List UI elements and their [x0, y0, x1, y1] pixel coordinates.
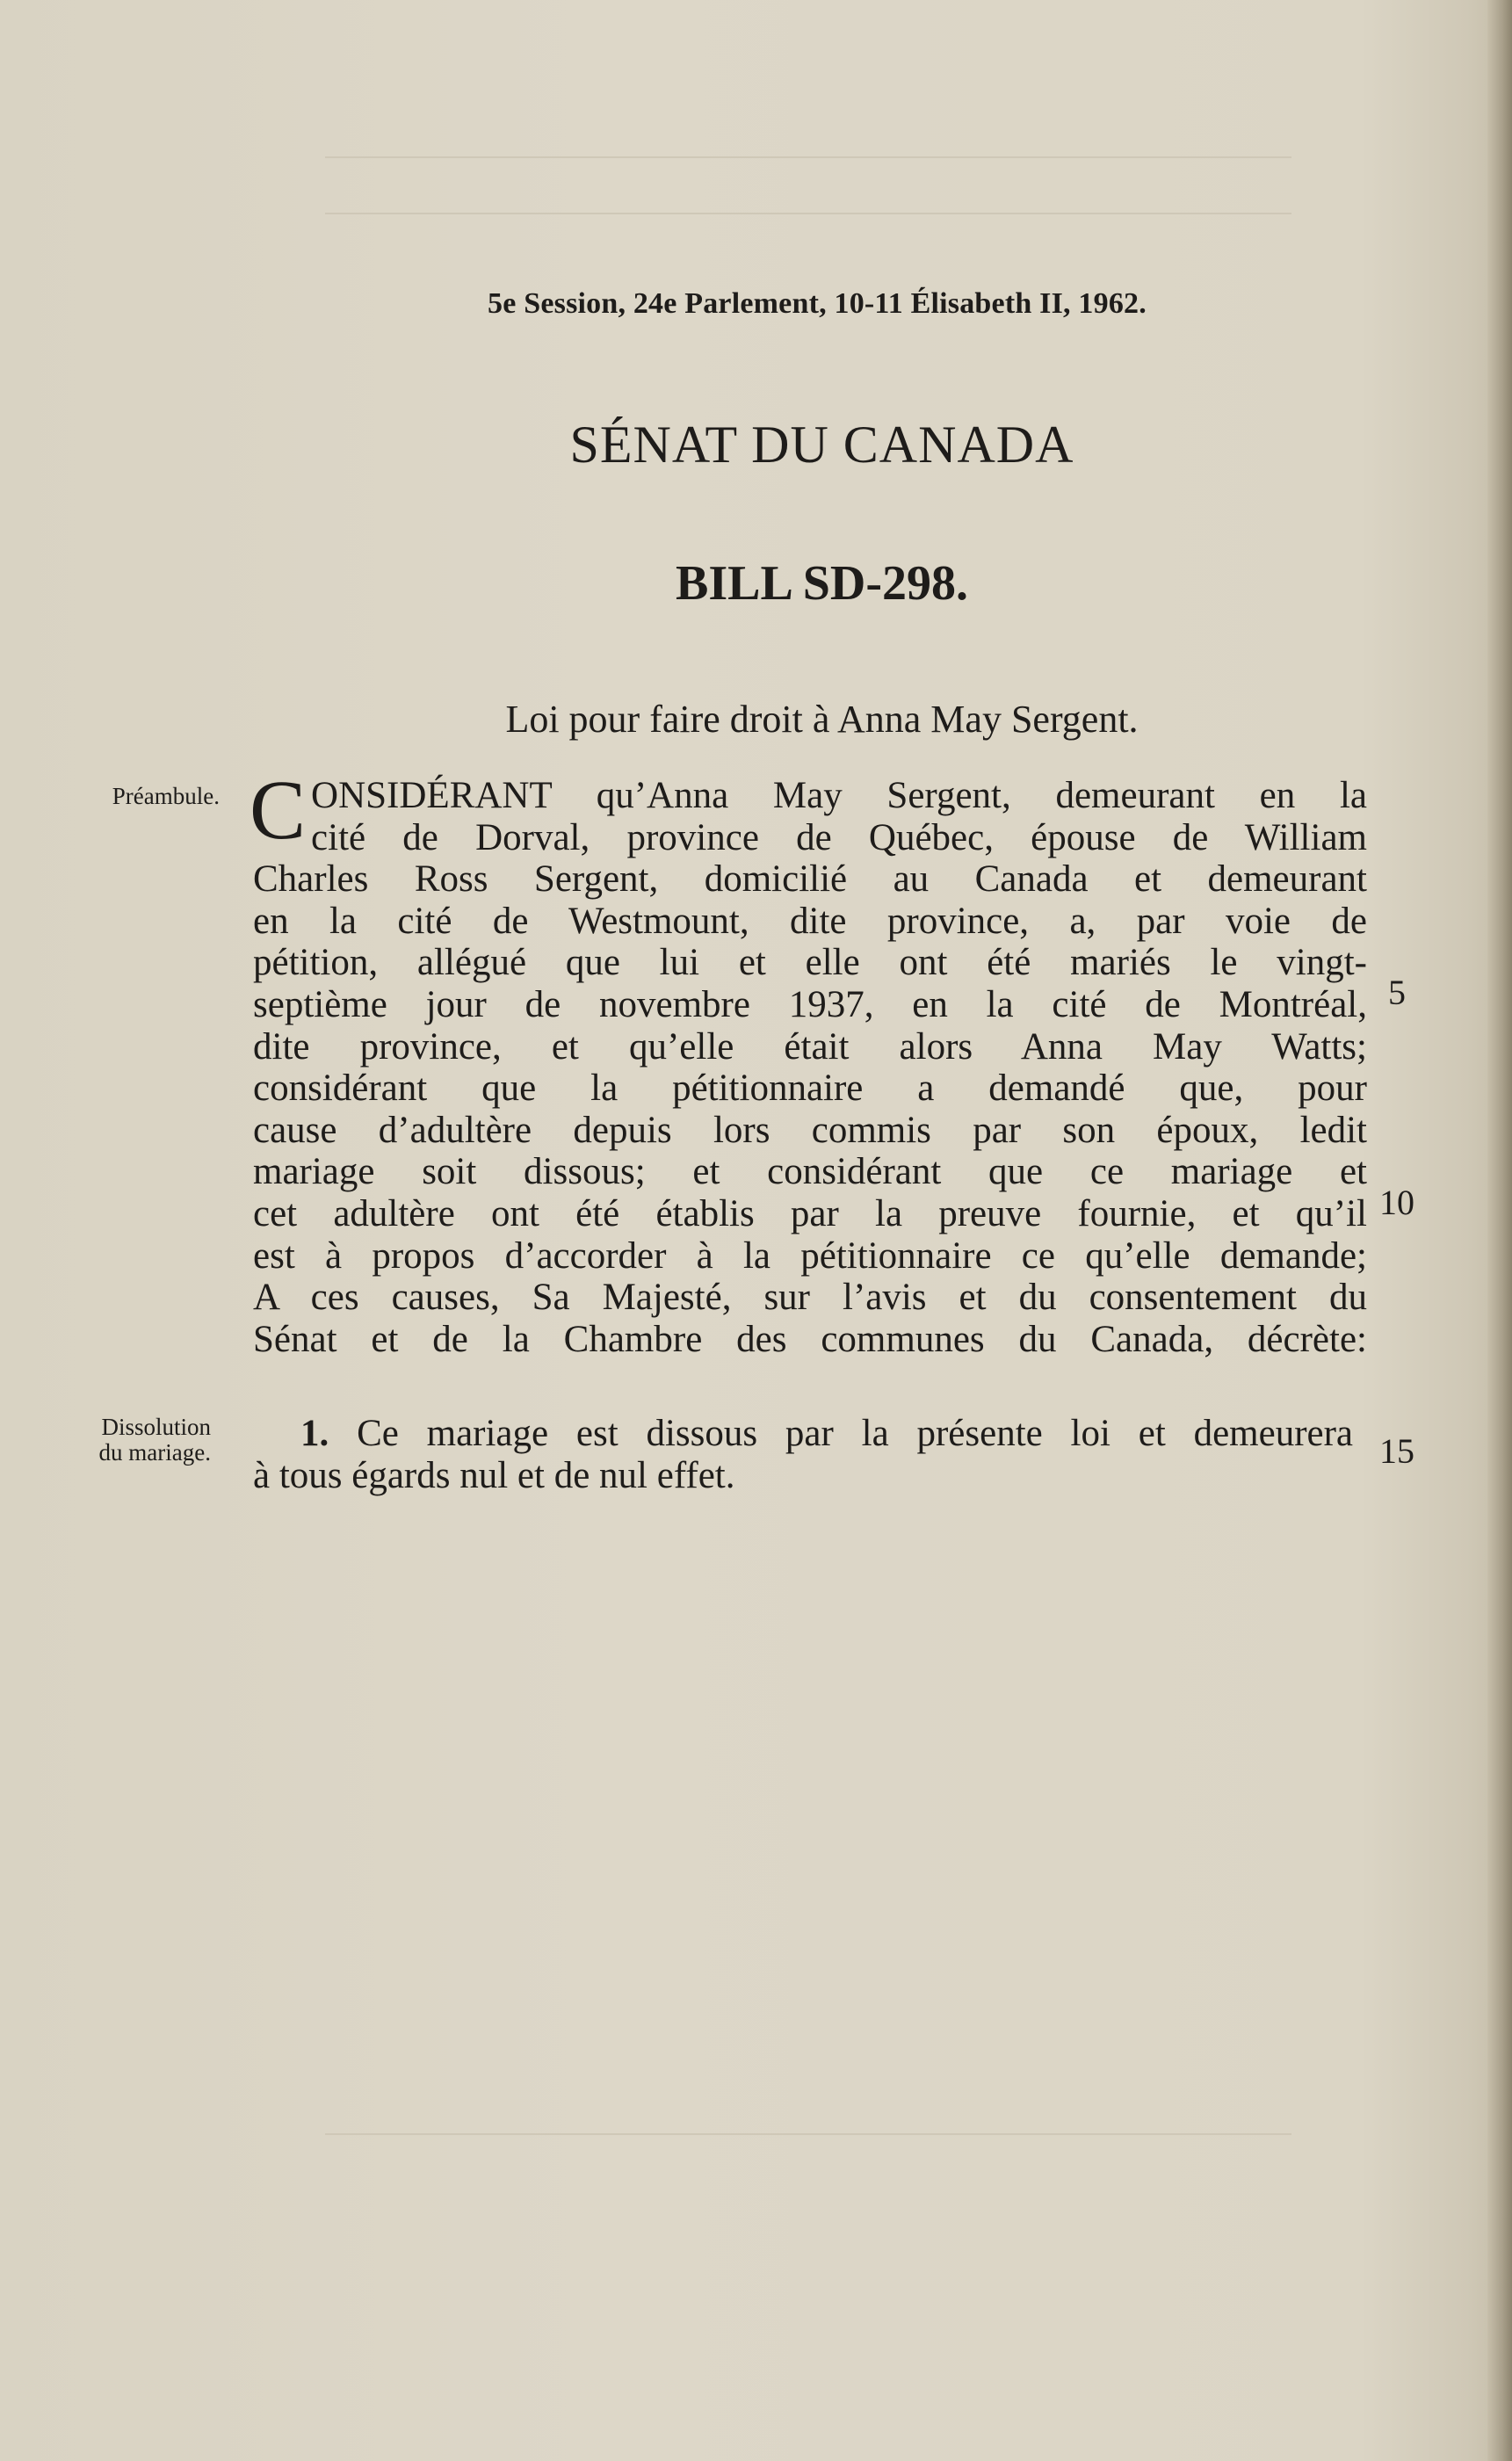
article-text-line2: à tous égards nul et de nul effet.	[253, 1454, 735, 1496]
preamble-line: en la cité de Westmount, dite province, a, par voie de	[253, 900, 1367, 942]
margin-note-dissolution	[0, 1415, 211, 1466]
preamble-line: dite province, et qu’elle était alors Anna May Watts;	[253, 1025, 1367, 1068]
session-header: 5e Session, 24e Parlement, 10-11 Élisabeth II, 1962.	[488, 287, 1147, 320]
dropcap-letter: C	[250, 763, 307, 857]
bill-title: Loi pour faire droit à Anna May Sergent.	[505, 698, 1139, 741]
preamble-line: A ces causes, Sa Majesté, sur l’avis et du consentement du	[253, 1277, 1367, 1319]
margin-note-dissolution-line2: du mariage.	[98, 1439, 211, 1466]
senate-title: SÉNAT DU CANADA	[569, 416, 1074, 474]
preamble-line: cet adultère ont été établis par la preuve fournie, et qu’il	[253, 1192, 1367, 1234]
margin-note-dissolution-line1: Dissolution	[101, 1414, 211, 1440]
article-number: 1.	[300, 1413, 329, 1454]
line-number-5: 5	[1388, 973, 1406, 1012]
preamble-line: Charles Ross Sergent, domicilié au Canada et demeurant	[253, 858, 1367, 901]
bill-number: BILL SD-298.	[676, 556, 968, 611]
line-number-15: 15	[1379, 1431, 1414, 1471]
line-number-10: 10	[1379, 1183, 1414, 1222]
article-text-line1: Ce mariage est dissous par la présente loi et demeurera	[357, 1413, 1354, 1454]
bleed-through-line	[325, 156, 1291, 158]
article-line-1	[253, 1413, 1353, 1455]
preamble-text	[250, 763, 1367, 1360]
preamble-line: est à propos d’accorder à la pétitionnaire ce qu’elle demande;	[253, 1234, 1367, 1277]
preamble-line: cité de Dorval, province de Québec, épouse de William	[311, 816, 1367, 858]
page-edge	[1487, 0, 1512, 2461]
preamble-line: mariage soit dissous; et considérant que ce mariage et	[253, 1151, 1367, 1193]
preamble-line: cause d’adultère depuis lors commis par son époux, ledit	[253, 1109, 1367, 1151]
preamble-line: ONSIDÉRANT qu’Anna May Sergent, demeurant en la	[311, 775, 1367, 816]
article-1	[253, 1413, 1353, 1496]
bleed-through-line	[325, 2133, 1291, 2135]
preamble-line: pétition, allégué que lui et elle ont été mariés le vingt-	[253, 942, 1367, 984]
preamble-line: considérant que la pétitionnaire a demandé que, pour	[253, 1068, 1367, 1110]
bleed-through-line	[325, 213, 1291, 214]
preamble-line: Sénat et de la Chambre des communes du Canada, décrète:	[253, 1318, 1367, 1360]
preamble-line: septième jour de novembre 1937, en la cité de Montréal,	[253, 983, 1367, 1025]
margin-note-preamble: Préambule.	[112, 783, 220, 809]
